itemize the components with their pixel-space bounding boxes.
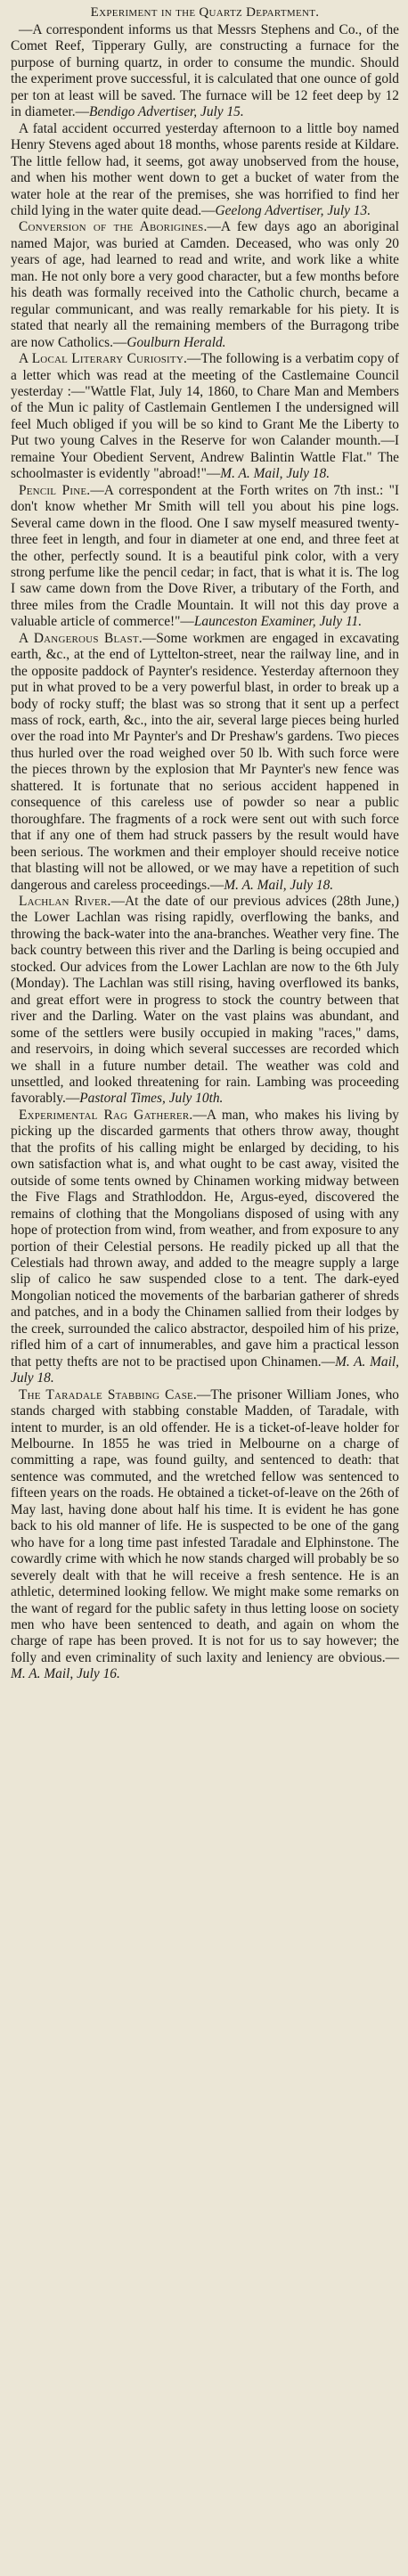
news-item — [11, 631, 399, 894]
item-heading: The Taradale Stabbing Case. — [19, 1386, 197, 1402]
section-heading: Experiment in the Quartz Department. — [90, 5, 320, 20]
item-heading: Lachlan River. — [19, 894, 111, 910]
item-heading: A Local Literary Curiosity. — [19, 351, 188, 367]
news-item — [11, 1387, 399, 1683]
item-source: M. A. Mail, July 18. — [224, 877, 334, 893]
item-body: —A man, who makes his living by picking up the discarded garments that others throw away, thought that the profits of his calling might be enlarged by deciding, to his own satisfaction what is, and what ought to be cast away, visited the outside of some tents owned by Chinamen working midway between the Five Flags and Strathloddon. He, Argus-eyed, discovered the remains of clothing that the Mongolians disposed of using with any hope of protection from wind, from weather, and from exposure to any portion of their Celestial persons. He readily picked up all that the Celestials had thrown away, and added to the meagre supply a large slip of calico he saw suspended close to a tent. The dark-eyed Mongolian noticed the movements of the barbarian gatherer of shreds and patches, and in a body the Chinamen sallied from their lodges by the creek, surrounded the calico abstractor, despoiled him of his prize, rifled him of a cart of innumerables, and gave him a practical lesson that petty thefts are not to be practised upon Chinamen.— — [11, 1107, 399, 1370]
item-heading: Pencil Pine. — [19, 482, 91, 498]
item-body: —At the date of our previous advices (28th June,) the Lower Lachlan was rising rapidly, overflowing the banks, and throwing the back-water into the ana-branches. Weather very fine. The back country between this river and the Darling is being occupied and stocked. Our advices from the Lower Lachlan are now to the 6th July (Monday). The Lachlan was still rising, having overflowed its banks, and great effort were in progress to stock the country between that river and the Darling. Water on the vast plains was abundant, and some of the settlers were busily occupied in making "races," dams, and reservoirs, in doing which several successes are recorded which we shall in a future number detail. The weather was cold and unsettled, and looked threatening for rain. Lambing was proceeding favorably.— — [11, 894, 399, 1107]
item-body: —A correspondent informs us that Messrs Stephens and Co., of the Comet Reef, Tipperary Gully, are constructing a furnace for the purpose of burning quartz, in order to consume the mundic. Should the experiment prove successful, it is calculated that one ounce of gold per ton at least will be saved. The furnace will be 12 feet deep by 12 in diameter.— — [11, 22, 399, 120]
item-source: M. A. Mail, July 18. — [11, 1353, 399, 1386]
item-body: —A correspondent at the Forth writes on 7th inst.: "I don't know whether Mr Smith will tell you about his pine logs. Several came down in the flood. One I saw myself measured twenty-three feet in length, and four in diameter at one end, and three feet at the other, perfectly sound. It is a beautiful pink color, with a very strong perfume like the pencil cedar; in fact, that is what it is. The log I saw came down from the Dove River, a tributary of the Forth, and three miles from the Cradle Mountain. It will not this day prove a valuable article of commerce!"— — [11, 482, 399, 630]
item-source: Bendigo Advertiser, July 15. — [89, 104, 244, 120]
item-heading: Experimental Rag Gatherer. — [19, 1107, 193, 1123]
item-heading: Conversion of the Aborigines. — [19, 219, 208, 235]
item-source: Goulburn Herald. — [126, 334, 226, 350]
item-heading: A Dangerous Blast. — [19, 630, 143, 646]
news-item — [11, 219, 399, 351]
news-item — [11, 894, 399, 1108]
item-source: Launceston Examiner, July 11. — [193, 614, 363, 630]
item-body: A fatal accident occurred yesterday afternoon to a little boy named Henry Stevens aged about 18 months, whose parents reside at Kildare. The little fellow had, it seems, got away unobserved from the house, and when his mother went down to get a bucket of water from the water hole at the rear of the premises, she was horrified to find her child lying in the water quite dead.— — [11, 120, 399, 218]
news-item — [11, 483, 399, 631]
item-body: —A few days ago an aboriginal named Major, was buried at Camden. Deceased, who was only 20 years of age, had learned to read and write, and work like a white man. He not only bore a very good character, but a few months before his death was formally received into the Catholic church, became a regular communicant, and was really remarkable for his piety. It is stated that nearly all the remaining members of the Burragong tribe are now Catholics.— — [11, 219, 399, 350]
item-source: M. A. Mail, July 18. — [220, 466, 330, 482]
item-body: —The following is a verbatim copy of a letter which was read at the meeting of the Castlemaine Council yesterday :—"Wattle Flat, July 14, 1860, to Chare Man and Members of the Mun ic pality of Castlemain Gentlemen I the undersigned will feel Much obliged if you will be so kind to Grant Me the Liberty to Put two young Calves in the Reserve for won Calander mounth.—I remaine Your Obedient Servent, Andrew Balintin Wattle Flat." The schoolmaster is evidently "abroad!"— — [11, 351, 399, 482]
item-source: Geelong Advertiser, July 13. — [215, 202, 371, 218]
news-item — [11, 351, 399, 483]
news-item — [11, 1108, 399, 1387]
news-item — [11, 121, 399, 220]
item-source: M. A. Mail, July 16. — [11, 1666, 120, 1682]
item-body: —The prisoner William Jones, who stands charged with stabbing constable Madden, of Taradale, with intent to murder, is an old offender. He is a ticket-of-leave holder for Melbourne. In 1855 he was tried in Melbourne on a charge of committing a rape, was found guilty, and sentenced to death: that sentence was commuted, and the wretched fellow was sentenced to fifteen years on the roads. He obtained a ticket-of-leave on the 26th of May last, having done about half his time. It is evident he has gone back to his old manner of life. He is suspected to be one of the gang who have for a long time past infested Taradale and Elphinstone. The cowardly crime with which he now stands charged will probably be so severely dealt with that he will receive a fresh sentence. He is an athletic, determined looking fellow. We might make some remarks on the want of regard for the public safety in thus letting loose on society men who have been sentenced to death, and again on whom the charge of rape has been proved. It is not for us to say however; the folly and even criminality of such laxity and leniency are obvious.— — [11, 1386, 399, 1665]
item-source: Pastoral Times, July 10th. — [79, 1091, 224, 1107]
item-body: —Some workmen are engaged in excavating earth, &c., at the end of Lyttelton-street, near the railway line, and in the opposite paddock of Paynter's residence. Yesterday afternoon they put in what proved to be a very powerful blast, in order to break up a body of rocky stuff; the blast was so strong that it sent up a perfect mass of rock, earth, &c., into the air, several large pieces being hurled over the road into Mr Paynter's and Dr Preshaw's gardens. Two pieces thus hurled over the road weighed over 50 lb. With such force were the pieces thrown by the explosion that Mr Paynter's new fence was shattered. It is fortunate that no serious accident happened in consequence of this careless use of powder so near a public thoroughfare. The fragments of a rock were sent out with such force that if any one of them had struck passers by the result would have been serious. The workmen and their employer should receive notice that blasting will not be allowed, or we may have a repetition of such dangerous and careless proceedings.— — [11, 630, 399, 893]
news-item — [11, 22, 399, 121]
